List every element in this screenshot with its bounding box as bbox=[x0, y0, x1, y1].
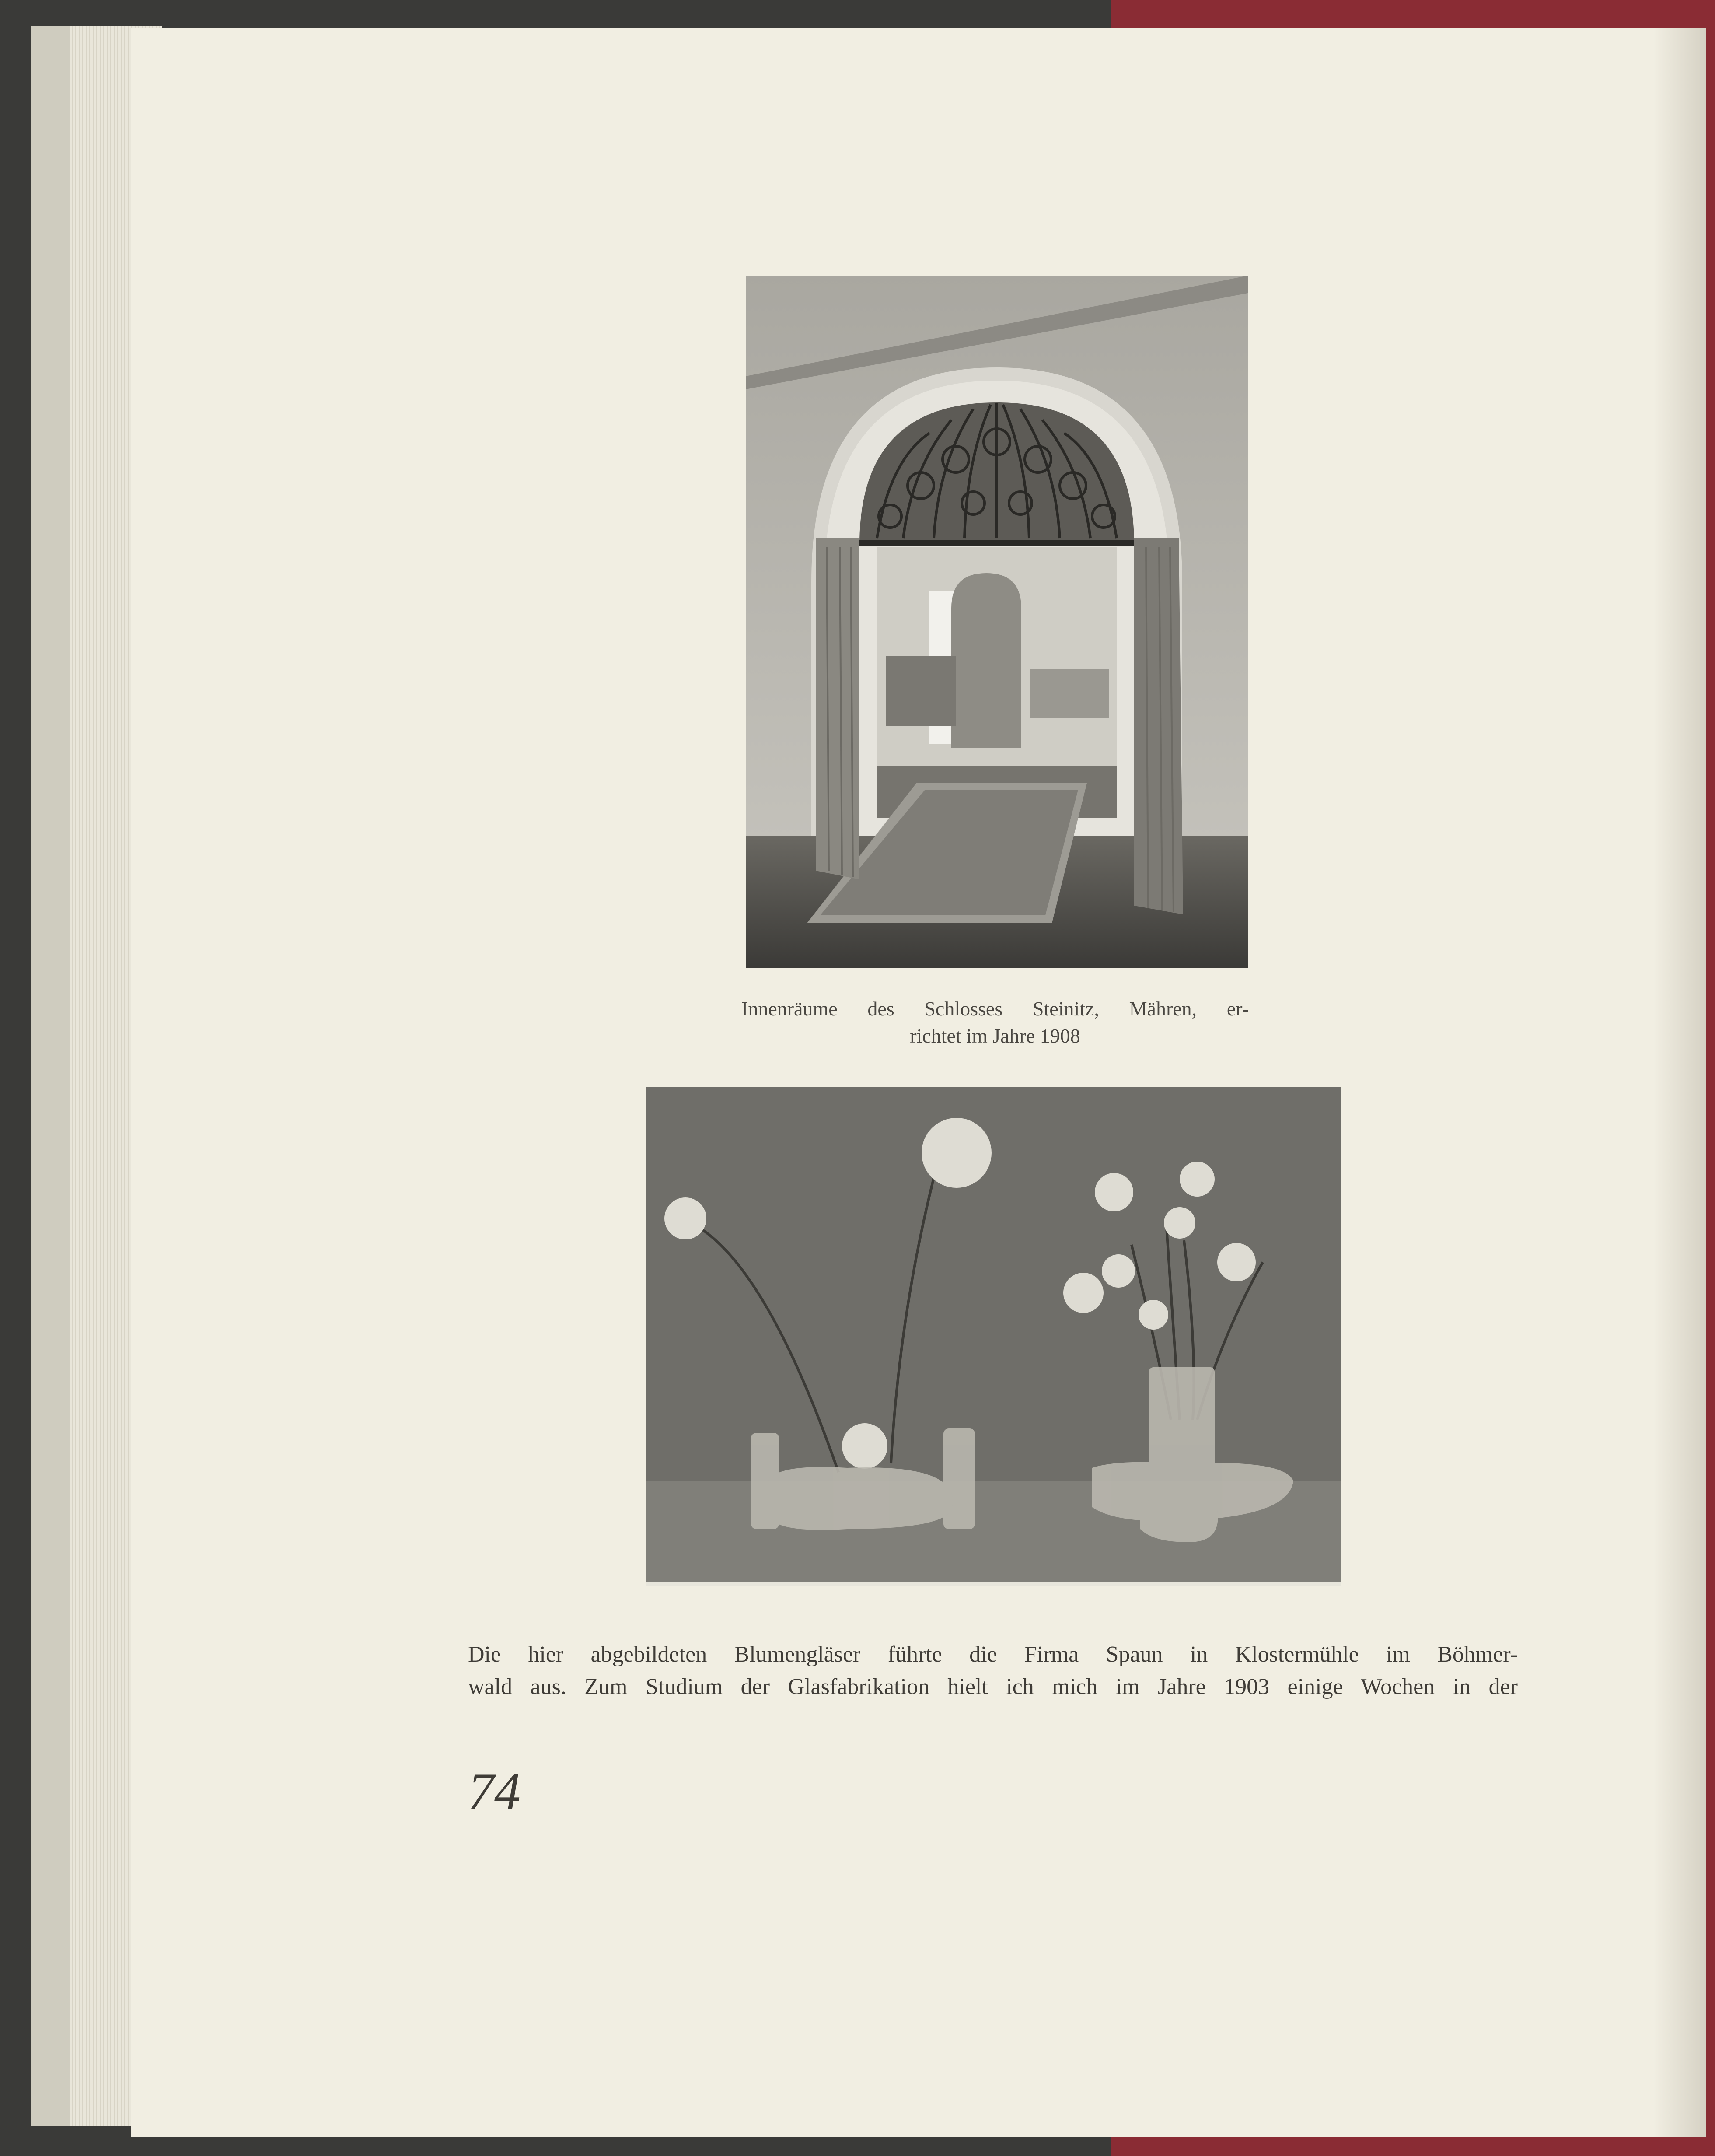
flower-vases-photo bbox=[646, 1087, 1341, 1586]
book-spine bbox=[31, 26, 70, 2126]
caption-line-1: Innenräume des Schlosses Steinitz, Mähren, er- bbox=[741, 998, 1249, 1020]
body-line-1: Die hier abgebildeten Blumengläser führte die Firma Spaun in Klostermühle im Böhmer- bbox=[468, 1642, 1518, 1667]
body-paragraph bbox=[468, 1638, 1518, 1703]
caption-line-2: richtet im Jahre 1908 bbox=[910, 1025, 1080, 1047]
page-number: 74 bbox=[468, 1762, 520, 1820]
book-page bbox=[131, 28, 1706, 2137]
flower-vases-illustration bbox=[646, 1087, 1341, 1586]
interior-photo bbox=[746, 276, 1248, 968]
body-line-2: wald aus. Zum Studium der Glasfabrikation hielt ich mich im Jahre 1903 einige Wochen in der bbox=[468, 1674, 1518, 1699]
page-gutter-shadow bbox=[1653, 28, 1706, 2137]
interior-photo-illustration bbox=[746, 276, 1248, 968]
interior-photo-caption bbox=[741, 995, 1249, 1050]
